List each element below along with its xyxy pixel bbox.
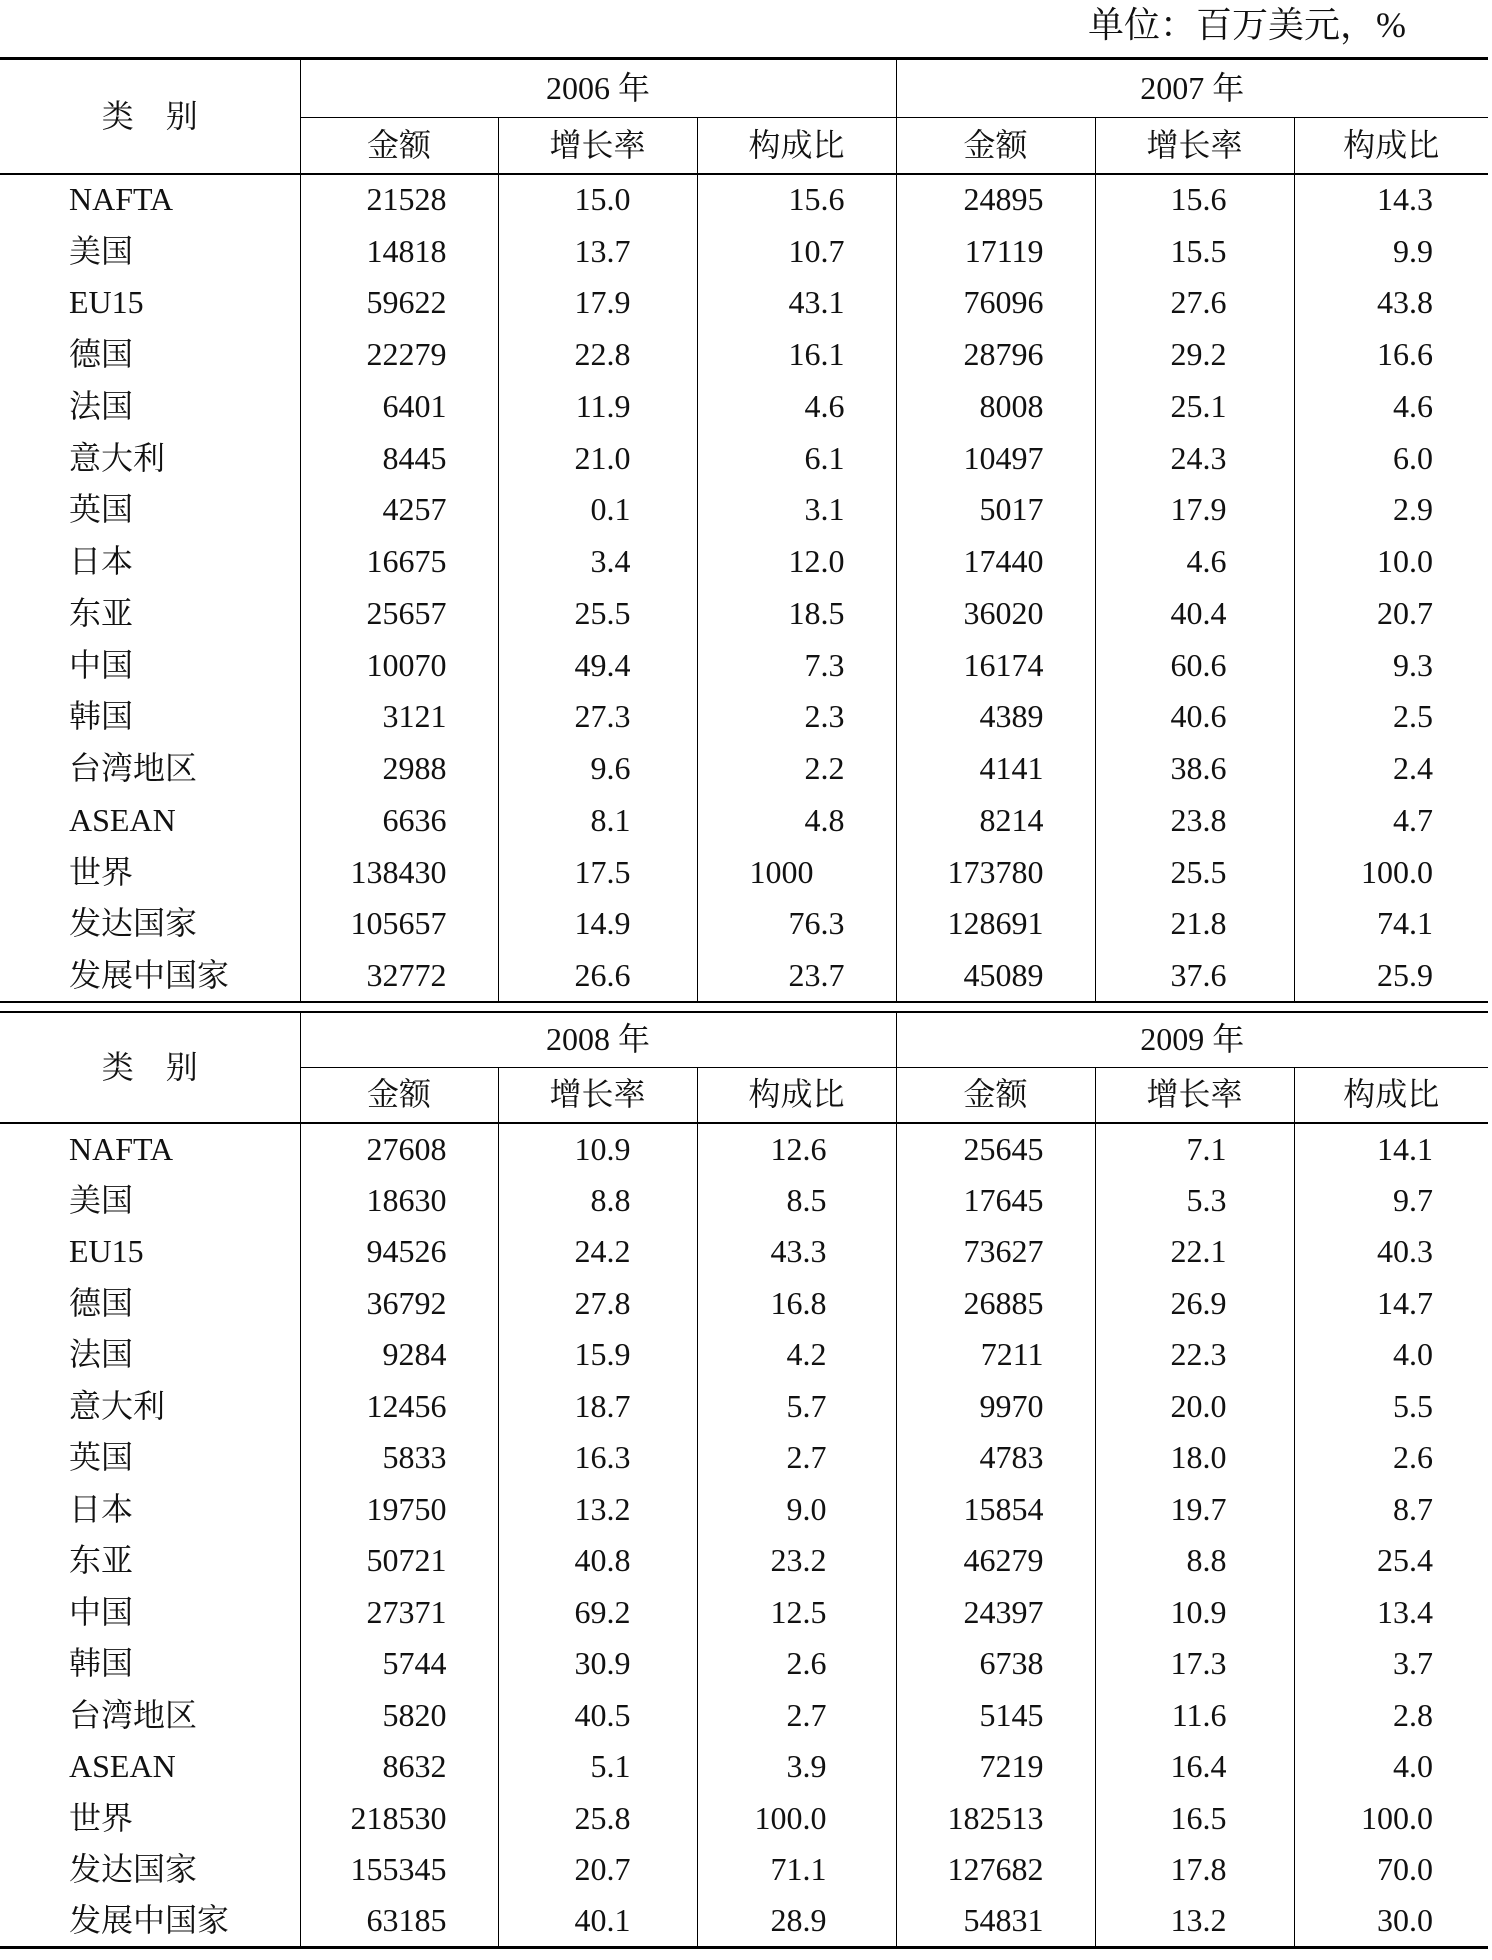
growth-rate-cell: 5.3	[1095, 1175, 1294, 1227]
table-row	[0, 1432, 1488, 1484]
amount-cell: 73627	[896, 1226, 1095, 1278]
category-cell: 台湾地区	[69, 750, 198, 787]
amount-cell: 9284	[300, 1329, 498, 1381]
amount-cell: 18630	[300, 1175, 498, 1227]
table-row	[0, 432, 1488, 484]
amount-cell: 6636	[300, 795, 498, 847]
growth-rate-header: 增长率	[498, 1067, 697, 1123]
category-header: 类 别	[0, 59, 300, 174]
growth-rate-cell: 25.1	[1095, 381, 1294, 433]
table-row	[0, 1175, 1488, 1227]
amount-cell: 127682	[896, 1844, 1095, 1896]
growth-rate-cell: 16.5	[1095, 1793, 1294, 1845]
share-cell: 2.4	[1294, 743, 1488, 795]
amount-cell: 36792	[300, 1278, 498, 1330]
share-cell: 25.4	[1294, 1535, 1488, 1587]
growth-rate-cell: 15.9	[498, 1329, 697, 1381]
growth-rate-cell: 69.2	[498, 1587, 697, 1639]
growth-rate-cell: 10.9	[498, 1123, 697, 1175]
growth-rate-cell: 21.0	[498, 432, 697, 484]
growth-rate-cell: 13.7	[498, 225, 697, 277]
amount-cell: 155345	[300, 1844, 498, 1896]
category-cell: 德国	[69, 336, 134, 373]
growth-rate-cell: 60.6	[1095, 639, 1294, 691]
category-cell: 法国	[69, 1336, 134, 1373]
growth-rate-header: 增长率	[1095, 1067, 1294, 1123]
table-row	[0, 1741, 1488, 1793]
growth-rate-cell: 22.8	[498, 329, 697, 381]
amount-cell: 4257	[300, 484, 498, 536]
growth-rate-cell: 15.5	[1095, 225, 1294, 277]
share-cell: 9.9	[1294, 225, 1488, 277]
share-cell: 8.5	[697, 1175, 896, 1227]
table-row	[0, 1329, 1488, 1381]
amount-cell: 14818	[300, 225, 498, 277]
category-cell: 日本	[69, 543, 134, 580]
share-cell: 16.8	[697, 1278, 896, 1330]
amount-cell: 8008	[896, 381, 1095, 433]
growth-rate-cell: 17.9	[498, 277, 697, 329]
growth-rate-cell: 18.0	[1095, 1432, 1294, 1484]
category-cell: 日本	[69, 1490, 134, 1527]
category-cell: 台湾地区	[69, 1696, 198, 1733]
share-cell: 5.5	[1294, 1381, 1488, 1433]
growth-rate-cell: 17.5	[498, 846, 697, 898]
table-row	[0, 898, 1488, 950]
growth-rate-cell: 21.8	[1095, 898, 1294, 950]
amount-cell: 16675	[300, 536, 498, 588]
table-row	[0, 1844, 1488, 1896]
growth-rate-cell: 0.1	[498, 484, 697, 536]
growth-rate-cell: 26.6	[498, 950, 697, 1002]
category-cell: 东亚	[69, 594, 134, 631]
share-cell: 13.4	[1294, 1587, 1488, 1639]
share-cell: 76.3	[697, 898, 896, 950]
share-cell: 70.0	[1294, 1844, 1488, 1896]
amount-cell: 218530	[300, 1793, 498, 1845]
lower-data-table	[0, 1011, 1488, 1949]
amount-cell: 10497	[896, 432, 1095, 484]
table-row	[0, 691, 1488, 743]
share-cell: 4.2	[697, 1329, 896, 1381]
amount-cell: 8214	[896, 795, 1095, 847]
growth-rate-cell: 20.0	[1095, 1381, 1294, 1433]
growth-rate-cell: 29.2	[1095, 329, 1294, 381]
growth-rate-cell: 19.7	[1095, 1484, 1294, 1536]
share-cell: 40.3	[1294, 1226, 1488, 1278]
category-cell: 中国	[69, 1593, 134, 1630]
share-cell: 14.1	[1294, 1123, 1488, 1175]
table-row	[0, 1278, 1488, 1330]
table-row	[0, 743, 1488, 795]
table-row	[0, 536, 1488, 588]
share-cell: 2.9	[1294, 484, 1488, 536]
table-row	[0, 1896, 1488, 1948]
amount-header: 金额	[896, 1067, 1095, 1123]
growth-rate-cell: 25.5	[498, 588, 697, 640]
growth-rate-cell: 17.9	[1095, 484, 1294, 536]
amount-cell: 4389	[896, 691, 1095, 743]
share-cell: 43.8	[1294, 277, 1488, 329]
category-header: 类 别	[0, 1012, 300, 1123]
amount-cell: 26885	[896, 1278, 1095, 1330]
amount-cell: 17645	[896, 1175, 1095, 1227]
share-cell: 74.1	[1294, 898, 1488, 950]
growth-rate-cell: 11.9	[498, 381, 697, 433]
growth-rate-cell: 40.1	[498, 1896, 697, 1948]
table-row	[0, 1690, 1488, 1742]
table-row	[0, 484, 1488, 536]
category-cell: 意大利	[69, 439, 166, 476]
growth-rate-cell: 25.8	[498, 1793, 697, 1845]
share-cell: 2.8	[1294, 1690, 1488, 1742]
table-row	[0, 277, 1488, 329]
growth-rate-cell: 20.7	[498, 1844, 697, 1896]
amount-header: 金额	[896, 118, 1095, 174]
year-header-row	[0, 1012, 1488, 1067]
growth-rate-cell: 16.4	[1095, 1741, 1294, 1793]
share-cell: 2.7	[697, 1432, 896, 1484]
category-cell: EU15	[69, 1233, 144, 1270]
amount-cell: 59622	[300, 277, 498, 329]
share-header: 构成比	[1294, 1067, 1488, 1123]
growth-rate-cell: 17.8	[1095, 1844, 1294, 1896]
growth-rate-cell: 16.3	[498, 1432, 697, 1484]
amount-cell: 45089	[896, 950, 1095, 1002]
share-cell: 100.0	[697, 1793, 896, 1845]
year-header: 2007 年	[896, 59, 1488, 118]
share-cell: 4.6	[1294, 381, 1488, 433]
amount-cell: 12456	[300, 1381, 498, 1433]
share-cell: 43.1	[697, 277, 896, 329]
growth-rate-cell: 5.1	[498, 1741, 697, 1793]
share-cell: 4.0	[1294, 1741, 1488, 1793]
amount-cell: 138430	[300, 846, 498, 898]
amount-cell: 36020	[896, 588, 1095, 640]
growth-rate-cell: 27.3	[498, 691, 697, 743]
share-cell: 43.3	[697, 1226, 896, 1278]
growth-rate-cell: 26.9	[1095, 1278, 1294, 1330]
growth-rate-cell: 7.1	[1095, 1123, 1294, 1175]
share-cell: 4.7	[1294, 795, 1488, 847]
growth-rate-cell: 14.9	[498, 898, 697, 950]
share-cell: 3.9	[697, 1741, 896, 1793]
growth-rate-cell: 13.2	[498, 1484, 697, 1536]
share-cell: 71.1	[697, 1844, 896, 1896]
share-header: 构成比	[697, 118, 896, 174]
growth-rate-cell: 22.1	[1095, 1226, 1294, 1278]
amount-cell: 128691	[896, 898, 1095, 950]
amount-cell: 50721	[300, 1535, 498, 1587]
growth-rate-cell: 23.8	[1095, 795, 1294, 847]
share-cell: 3.1	[697, 484, 896, 536]
category-cell: 世界	[69, 853, 134, 890]
share-cell: 2.6	[1294, 1432, 1488, 1484]
growth-rate-cell: 17.3	[1095, 1638, 1294, 1690]
share-cell: 100.0	[1294, 846, 1488, 898]
category-cell: 美国	[69, 232, 134, 269]
growth-rate-cell: 22.3	[1095, 1329, 1294, 1381]
table-row	[0, 950, 1488, 1002]
amount-cell: 25657	[300, 588, 498, 640]
amount-cell: 54831	[896, 1896, 1095, 1948]
category-cell: 中国	[69, 646, 134, 683]
share-cell: 4.0	[1294, 1329, 1488, 1381]
category-cell: 发达国家	[69, 905, 198, 942]
amount-cell: 94526	[300, 1226, 498, 1278]
year-header-row	[0, 59, 1488, 118]
amount-cell: 7211	[896, 1329, 1095, 1381]
table-row	[0, 1381, 1488, 1433]
amount-cell: 5744	[300, 1638, 498, 1690]
category-cell: ASEAN	[69, 801, 176, 838]
amount-cell: 28796	[896, 329, 1095, 381]
share-cell: 9.7	[1294, 1175, 1488, 1227]
table-row	[0, 381, 1488, 433]
amount-cell: 6738	[896, 1638, 1095, 1690]
amount-cell: 15854	[896, 1484, 1095, 1536]
share-cell: 14.7	[1294, 1278, 1488, 1330]
share-cell: 10.7	[697, 225, 896, 277]
category-cell: 德国	[69, 1284, 134, 1321]
category-cell: NAFTA	[69, 181, 174, 218]
amount-cell: 8632	[300, 1741, 498, 1793]
growth-rate-header: 增长率	[1095, 118, 1294, 174]
share-cell: 12.6	[697, 1123, 896, 1175]
share-cell: 20.7	[1294, 588, 1488, 640]
amount-cell: 2988	[300, 743, 498, 795]
share-cell: 100.0	[1294, 1793, 1488, 1845]
category-cell: NAFTA	[69, 1130, 174, 1167]
growth-rate-cell: 10.9	[1095, 1587, 1294, 1639]
share-header: 构成比	[697, 1067, 896, 1123]
amount-cell: 7219	[896, 1741, 1095, 1793]
table-row	[0, 846, 1488, 898]
share-cell: 2.5	[1294, 691, 1488, 743]
category-cell: 意大利	[69, 1387, 166, 1424]
share-cell: 3.7	[1294, 1638, 1488, 1690]
amount-cell: 27371	[300, 1587, 498, 1639]
category-cell: ASEAN	[69, 1748, 176, 1785]
amount-cell: 4141	[896, 743, 1095, 795]
amount-cell: 3121	[300, 691, 498, 743]
growth-rate-cell: 49.4	[498, 639, 697, 691]
growth-rate-cell: 40.4	[1095, 588, 1294, 640]
share-cell: 12.5	[697, 1587, 896, 1639]
growth-rate-cell: 15.6	[1095, 174, 1294, 226]
growth-rate-cell: 9.6	[498, 743, 697, 795]
share-cell: 7.3	[697, 639, 896, 691]
share-cell: 9.3	[1294, 639, 1488, 691]
amount-cell: 32772	[300, 950, 498, 1002]
growth-rate-cell: 8.8	[1095, 1535, 1294, 1587]
amount-cell: 76096	[896, 277, 1095, 329]
amount-cell: 10070	[300, 639, 498, 691]
share-cell: 8.7	[1294, 1484, 1488, 1536]
table-row	[0, 1535, 1488, 1587]
amount-cell: 173780	[896, 846, 1095, 898]
growth-rate-cell: 18.7	[498, 1381, 697, 1433]
amount-cell: 17119	[896, 225, 1095, 277]
share-cell: 5.7	[697, 1381, 896, 1433]
amount-cell: 5017	[896, 484, 1095, 536]
share-cell: 30.0	[1294, 1896, 1488, 1948]
growth-rate-cell: 24.2	[498, 1226, 697, 1278]
amount-cell: 24895	[896, 174, 1095, 226]
amount-cell: 46279	[896, 1535, 1095, 1587]
table-row	[0, 1226, 1488, 1278]
category-cell: 东亚	[69, 1542, 134, 1579]
share-cell: 16.6	[1294, 329, 1488, 381]
growth-rate-cell: 15.0	[498, 174, 697, 226]
category-cell: 英国	[69, 491, 134, 528]
category-cell: 美国	[69, 1181, 134, 1218]
table-row	[0, 795, 1488, 847]
unit-label: 单位：百万美元，%	[1088, 5, 1406, 45]
growth-rate-cell: 8.1	[498, 795, 697, 847]
table-row	[0, 329, 1488, 381]
growth-rate-cell: 40.8	[498, 1535, 697, 1587]
share-cell: 25.9	[1294, 950, 1488, 1002]
share-header: 构成比	[1294, 118, 1488, 174]
growth-rate-cell: 24.3	[1095, 432, 1294, 484]
share-cell: 2.7	[697, 1690, 896, 1742]
amount-header: 金额	[300, 1067, 498, 1123]
amount-cell: 25645	[896, 1123, 1095, 1175]
table-row	[0, 588, 1488, 640]
growth-rate-cell: 38.6	[1095, 743, 1294, 795]
upper-data-table	[0, 57, 1488, 1003]
share-cell: 2.6	[697, 1638, 896, 1690]
amount-cell: 22279	[300, 329, 498, 381]
share-cell: 15.6	[697, 174, 896, 226]
share-cell: 14.3	[1294, 174, 1488, 226]
growth-rate-cell: 37.6	[1095, 950, 1294, 1002]
amount-cell: 105657	[300, 898, 498, 950]
amount-cell: 17440	[896, 536, 1095, 588]
share-cell: 1000	[697, 846, 896, 898]
table-body	[0, 174, 1488, 1002]
amount-header: 金额	[300, 118, 498, 174]
share-cell: 4.8	[697, 795, 896, 847]
table-row	[0, 639, 1488, 691]
share-cell: 4.6	[697, 381, 896, 433]
growth-rate-cell: 8.8	[498, 1175, 697, 1227]
amount-cell: 182513	[896, 1793, 1095, 1845]
growth-rate-cell: 25.5	[1095, 846, 1294, 898]
growth-rate-cell: 40.6	[1095, 691, 1294, 743]
growth-rate-cell: 30.9	[498, 1638, 697, 1690]
year-header: 2008 年	[300, 1012, 896, 1067]
category-cell: 发展中国家	[69, 1901, 230, 1938]
table-row	[0, 1123, 1488, 1175]
table-body	[0, 1123, 1488, 1947]
category-cell: 韩国	[69, 698, 134, 735]
growth-rate-cell: 13.2	[1095, 1896, 1294, 1948]
category-cell: 世界	[69, 1799, 134, 1836]
amount-cell: 63185	[300, 1896, 498, 1948]
amount-cell: 27608	[300, 1123, 498, 1175]
amount-cell: 8445	[300, 432, 498, 484]
category-cell: EU15	[69, 284, 144, 321]
table-row	[0, 1793, 1488, 1845]
table-row	[0, 1587, 1488, 1639]
amount-cell: 9970	[896, 1381, 1095, 1433]
amount-cell: 16174	[896, 639, 1095, 691]
amount-cell: 5145	[896, 1690, 1095, 1742]
share-cell: 9.0	[697, 1484, 896, 1536]
year-header: 2009 年	[896, 1012, 1488, 1067]
amount-cell: 21528	[300, 174, 498, 226]
share-cell: 2.3	[697, 691, 896, 743]
growth-rate-cell: 4.6	[1095, 536, 1294, 588]
growth-rate-cell: 40.5	[498, 1690, 697, 1742]
amount-cell: 5820	[300, 1690, 498, 1742]
growth-rate-cell: 11.6	[1095, 1690, 1294, 1742]
category-cell: 韩国	[69, 1645, 134, 1682]
growth-rate-cell: 27.8	[498, 1278, 697, 1330]
share-cell: 12.0	[697, 536, 896, 588]
amount-cell: 24397	[896, 1587, 1095, 1639]
share-cell: 10.0	[1294, 536, 1488, 588]
category-cell: 英国	[69, 1439, 134, 1476]
table-row	[0, 225, 1488, 277]
category-cell: 法国	[69, 387, 134, 424]
category-cell: 发展中国家	[69, 956, 230, 993]
share-cell: 18.5	[697, 588, 896, 640]
growth-rate-cell: 3.4	[498, 536, 697, 588]
share-cell: 23.7	[697, 950, 896, 1002]
category-cell: 发达国家	[69, 1851, 198, 1888]
table-row	[0, 1638, 1488, 1690]
amount-cell: 19750	[300, 1484, 498, 1536]
table-row	[0, 1484, 1488, 1536]
share-cell: 6.0	[1294, 432, 1488, 484]
amount-cell: 4783	[896, 1432, 1095, 1484]
amount-cell: 5833	[300, 1432, 498, 1484]
share-cell: 2.2	[697, 743, 896, 795]
amount-cell: 6401	[300, 381, 498, 433]
share-cell: 23.2	[697, 1535, 896, 1587]
year-header: 2006 年	[300, 59, 896, 118]
share-cell: 16.1	[697, 329, 896, 381]
table-row	[0, 174, 1488, 226]
growth-rate-cell: 27.6	[1095, 277, 1294, 329]
share-cell: 28.9	[697, 1896, 896, 1948]
share-cell: 6.1	[697, 432, 896, 484]
growth-rate-header: 增长率	[498, 118, 697, 174]
